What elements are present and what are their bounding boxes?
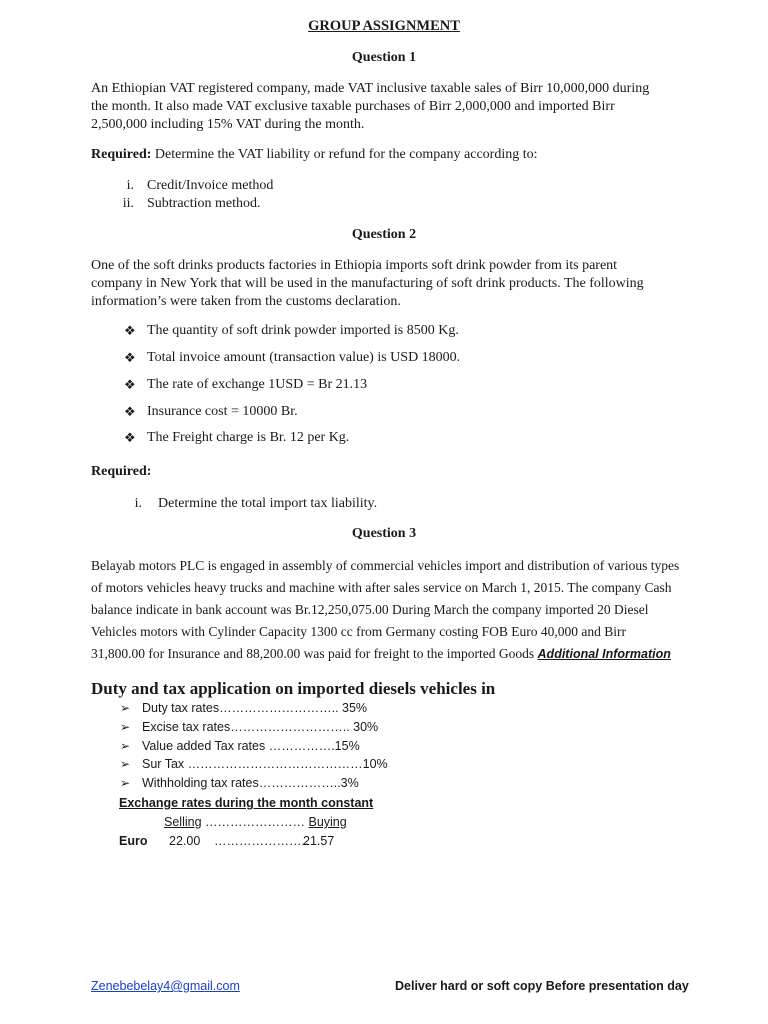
bullet-item: The Freight charge is Br. 12 per Kg.	[147, 430, 350, 445]
list-item: Determine the total import tax liability.	[158, 496, 378, 511]
question-2-line: company in New York that will be used in the manufacturing of soft drink products. The following	[91, 276, 644, 291]
bullet-diamond-icon: ❖	[124, 350, 136, 365]
rate-item: Excise tax rates……………………….. 30%	[142, 720, 379, 734]
question-3-line: Belayab motors PLC is engaged in assembly of commercial vehicles import and distribution of various types	[91, 558, 680, 573]
question-3-text	[91, 555, 713, 665]
question-2-required: Required:	[91, 464, 152, 479]
list-number: ii.	[122, 196, 134, 211]
bullet-diamond-icon: ❖	[124, 430, 136, 445]
buying-label: Buying	[308, 815, 347, 829]
currency-label: Euro	[119, 834, 148, 848]
rate-item: Withholding tax rates………………..3%	[142, 776, 359, 790]
question-2-line: One of the soft drinks products factories in Ethiopia imports soft drink powder from its parent	[91, 258, 618, 273]
arrow-bullet-icon: ➢	[120, 739, 131, 753]
arrow-bullet-icon: ➢	[120, 776, 131, 790]
question-2-line: information’s were taken from the customs declaration.	[91, 294, 401, 309]
question-2-heading: Question 2	[351, 227, 417, 242]
arrow-bullet-icon: ➢	[120, 701, 131, 715]
bullet-item: Insurance cost = 10000 Br.	[147, 404, 298, 419]
duty-heading: Duty and tax application on imported diesels vehicles in	[91, 679, 496, 698]
value-dots: …………………..	[214, 834, 309, 848]
exchange-rates-heading: Exchange rates during the month constant	[119, 796, 374, 810]
rate-item: Sur Tax ……………………………………10%	[142, 757, 388, 771]
additional-information-label: Additional Information	[537, 647, 671, 661]
question-3-line: balance indicate in bank account was Br.12,250,075.00 During March the company imported 20 Diesel	[91, 602, 649, 617]
question-2-list	[0, 495, 768, 515]
bullet-diamond-icon: ❖	[124, 377, 136, 392]
question-1-text	[91, 80, 711, 134]
arrow-bullet-icon: ➢	[120, 757, 131, 771]
buying-value: 21.57	[303, 834, 335, 848]
bullet-diamond-icon: ❖	[124, 404, 136, 419]
question-1-heading: Question 1	[351, 50, 417, 65]
selling-value: 22.00	[169, 834, 201, 848]
list-item: Credit/Invoice method	[147, 178, 274, 193]
question-2-bullets	[0, 322, 768, 452]
question-1-list	[0, 177, 768, 217]
document-title: GROUP ASSIGNMENT	[308, 18, 460, 34]
question-3-line: Vehicles motors with Cylinder Capacity 1300 cc from Germany costing FOB Euro 40,000 and Birr	[91, 624, 627, 639]
question-1-required	[91, 146, 711, 164]
bullet-item: The quantity of soft drink powder imported is 8500 Kg.	[147, 323, 459, 338]
exchange-rates-header-row	[164, 813, 347, 831]
rate-item: Duty tax rates……………………….. 35%	[142, 701, 368, 715]
question-1-line: 2,500,000 including 15% VAT during the month.	[91, 117, 365, 132]
rate-item: Value added Tax rates …………….15%	[142, 739, 360, 753]
required-text: Determine the VAT liability or refund for the company according to:	[151, 147, 538, 162]
question-2-text	[91, 257, 711, 311]
question-3-heading: Question 3	[351, 526, 417, 541]
list-number: i.	[134, 496, 142, 511]
question-3-line: 31,800.00 for Insurance and 88,200.00 was paid for freight to the imported Goods	[91, 646, 538, 661]
list-item: Subtraction method.	[147, 196, 261, 211]
exchange-rates-row	[0, 832, 768, 852]
question-1-line: An Ethiopian VAT registered company, made VAT inclusive taxable sales of Birr 10,000,000 during	[91, 81, 650, 96]
footer-email-link[interactable]: Zenebebelay4@gmail.com	[91, 979, 240, 993]
footer-delivery-note: Deliver hard or soft copy Before presentation day	[395, 979, 689, 993]
bullet-item: The rate of exchange 1USD = Br 21.13	[147, 377, 368, 392]
arrow-bullet-icon: ➢	[120, 720, 131, 734]
selling-label: Selling	[164, 815, 202, 829]
required-label: Required:	[91, 147, 152, 162]
header-dots: ……………………	[201, 815, 309, 829]
question-3-line: of motors vehicles heavy trucks and machine with after sales service on March 1, 2015. The company Cash	[91, 580, 672, 595]
question-1-line: the month. It also made VAT exclusive taxable purchases of Birr 2,000,000 and imported Birr	[91, 99, 615, 114]
list-number: i.	[126, 178, 134, 193]
question-3-last-line	[91, 643, 713, 665]
bullet-item: Total invoice amount (transaction value) is USD 18000.	[147, 350, 461, 365]
bullet-diamond-icon: ❖	[124, 323, 136, 338]
tax-rates-list	[0, 699, 768, 795]
